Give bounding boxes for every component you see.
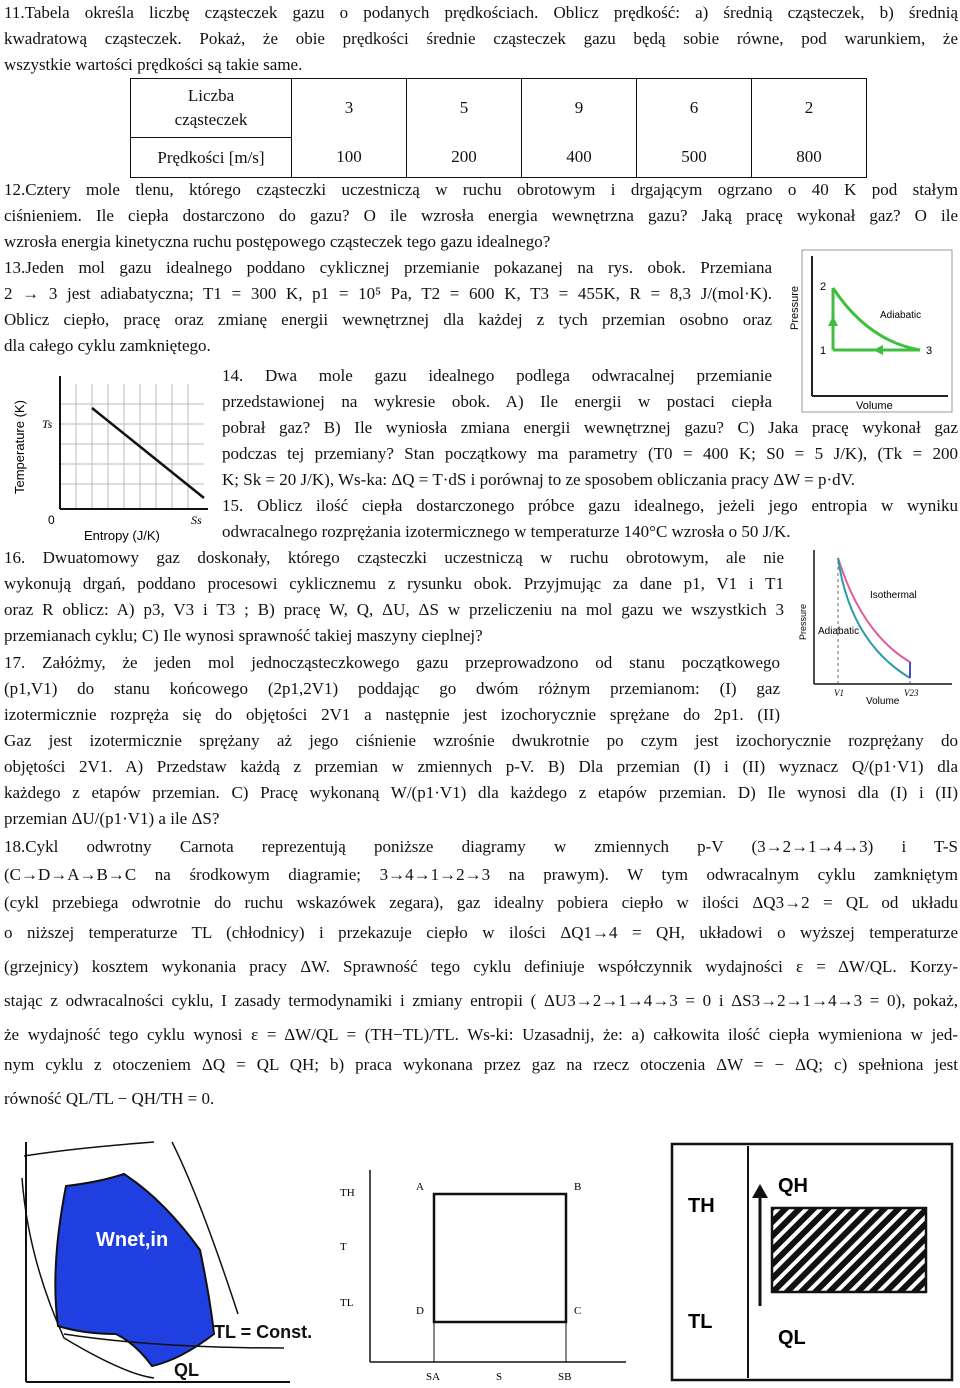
axis-label-x: Entropy (J/K) bbox=[84, 528, 160, 543]
point-d: D bbox=[416, 1305, 424, 1317]
t-label: T bbox=[340, 1241, 347, 1253]
axis-label-y: Pressure bbox=[798, 603, 808, 640]
p16-line-2: wykonują drgań, poddano procesowi cyklicznemu z rysunku obok. Przyjmując za dane p1, V1 i T1 bbox=[4, 574, 784, 593]
axis-label-x: Volume bbox=[866, 696, 900, 707]
figure-carnot-region bbox=[4, 1138, 313, 1386]
p18-line-7: że wydajność tego cyklu wynosi ε = ΔW/QL = (TH−TL)/TL. Ws-ki: Uzasadnij, że: a) całkowita ilość ciepła wymieniona w jed- bbox=[4, 1025, 958, 1044]
problem-12-text bbox=[4, 177, 958, 255]
qh-label: QH bbox=[778, 1175, 808, 1197]
adiabatic-curve bbox=[838, 558, 910, 678]
p18-line-5: (grzejnicy) kosztem wykonania pracy ΔW. Sprawność tego cyklu definiuje współczynnik wydajności ε = ΔW/QL. Korzy- bbox=[4, 957, 958, 976]
point-label: 1 bbox=[820, 345, 827, 357]
point-label: 2 bbox=[820, 281, 827, 293]
table-cell: 100 bbox=[292, 138, 407, 178]
sa-label: SA bbox=[426, 1371, 441, 1383]
table-cell: 6 bbox=[637, 79, 752, 138]
adiabatic-label: Adiabatic bbox=[818, 626, 860, 637]
tl-label: TL bbox=[688, 1311, 713, 1333]
table-cell: 3 bbox=[292, 79, 407, 138]
p11-line-3: wszystkie wartości prędkości są takie same. bbox=[4, 55, 303, 74]
speed-table bbox=[130, 78, 867, 178]
problem-17-text bbox=[4, 650, 780, 728]
p12-line-3: wzrosła energia kinetyczna ruchu postępowego cząsteczek tego gazu idealnego? bbox=[4, 232, 551, 251]
label-part: cząsteczek bbox=[174, 110, 248, 129]
point-c: C bbox=[574, 1305, 582, 1317]
table-cell: 2 bbox=[752, 79, 867, 138]
figure-16-pv-diagram bbox=[794, 544, 956, 708]
figure-heat-pump bbox=[668, 1138, 958, 1386]
problem-17-text-cont bbox=[4, 728, 958, 832]
p18-line-4: o niższej temperaturze TL (chłodnicy) i przekazuje ciepło w ilości ΔQ1→4 = QH, układowi o wyższej temperaturze bbox=[4, 923, 958, 942]
figure-carnot-ts bbox=[330, 1166, 630, 1388]
p18-line-1: 18.Cykl odwrotny Carnota reprezentują poniższe diagramy w zmiennych p-V (3→2→1→4→3) i T-S bbox=[4, 837, 958, 856]
p17-line-3: izotermicznie rozpręża się do objętości 2V1 a następnie jest izochorycznie sprężane do 2p1. (II) bbox=[4, 705, 780, 724]
table-cell: 200 bbox=[407, 138, 522, 178]
tl-label: TL = Const. bbox=[214, 1322, 313, 1342]
figure-13-pv-diagram bbox=[788, 246, 954, 414]
p18-line-6: stając z odwracalności cyklu, I zasady termodynamiki i zmiany entropii ( ΔU3→2→1→4→3 = 0 i ΔS3→2→1→4→3 = 0), pokaż, bbox=[4, 991, 958, 1010]
arrow-up-icon bbox=[752, 1184, 768, 1198]
p16-line-4: przemianach cyklu; C) Ile wynosi sprawność takiej maszyny cieplnej? bbox=[4, 626, 483, 645]
point-a: A bbox=[416, 1181, 424, 1193]
p17-line-4: Gaz jest izotermicznie sprężany aż jego ciśnienie wzrośnie dwukrotnie po czym jest izochorycznie rozprężany do bbox=[4, 731, 958, 750]
tl-label: TL bbox=[340, 1297, 354, 1309]
figure-14-ts-diagram bbox=[4, 364, 218, 544]
p18-line-2: (C→D→A→B→C na środkowym diagramie; 3→4→1→2→3 na prawym). W tym odwracalnym cyklu zamkniętym bbox=[4, 865, 958, 884]
p17-line-7: przemian ΔU/(p1·V1) a ile ΔS? bbox=[4, 809, 220, 828]
problem-16-text bbox=[4, 545, 784, 649]
cycle-rectangle bbox=[434, 1194, 566, 1322]
p17-line-1: 17. Załóżmy, że jeden mol jednocząsteczkowego gazu przeprowadzono od stanu początkowego bbox=[4, 653, 780, 672]
isotherm-top bbox=[24, 1142, 154, 1156]
origin-label: 0 bbox=[48, 513, 55, 527]
t-label: Ts bbox=[42, 417, 53, 431]
p12-line-2: ciśnieniem. Ile ciepła dostarczono do gazu? O ile wzrosła energia wewnętrzna gazu? Jaką pracę wykonał gaz? O ile bbox=[4, 206, 958, 225]
p18-line-8: nym cyklu z otoczeniem ΔQ = QL QH; b) praca wykonana przez gaz na rzecz otoczenia ΔW = − ΔQ; c) spełniona jest bbox=[4, 1055, 958, 1074]
net-work-region bbox=[55, 1174, 214, 1366]
v1-label: V1 bbox=[834, 688, 844, 698]
p11-line-2: kwadratową cząsteczek. Pokaż, że obie prędkości średnie cząsteczek gazu będą sobie równe, pod warunkiem, że bbox=[4, 29, 958, 48]
p13-line-3: Oblicz ciepło, pracę oraz zmianę energii wewnętrznej dla każdej z tych przemian osobno oraz bbox=[4, 310, 772, 329]
table-cell: 400 bbox=[522, 138, 637, 178]
problem-11-text bbox=[4, 0, 958, 78]
sb-label: SB bbox=[558, 1371, 572, 1383]
row-label-count bbox=[131, 79, 292, 138]
table-cell: 800 bbox=[752, 138, 867, 178]
p15-line-2: odwracalnego rozprężania izotermicznego w temperaturze 140°C wzrosła o 50 J/K. bbox=[222, 522, 791, 541]
p17-line-6: każdego z etapów przemian. C) Pracę wykonaną W/(p1·V1) dla każdego z etapów przemian. D) Ile wynosi dla (I) i (II) bbox=[4, 783, 958, 802]
p14-line-1: 14. Dwa mole gazu idealnego podlega odwracalnej przemianie bbox=[222, 366, 772, 385]
curve-label: Adiabatic bbox=[880, 310, 922, 321]
table-cell: 500 bbox=[637, 138, 752, 178]
p12-line-1: 12.Cztery mole tlenu, którego cząsteczki uczestniczą w ruchu obrotowym i drgającym ogrzano o 40 K pod stałym bbox=[4, 180, 958, 199]
label-part: Liczba bbox=[187, 86, 235, 105]
work-label: Wnet,in bbox=[96, 1229, 169, 1251]
problem-18-text bbox=[4, 834, 958, 1112]
p13-line-4: dla całego cyklu zamkniętego. bbox=[4, 336, 211, 355]
p13-line-1: 13.Jeden mol gazu idealnego poddano cyklicznej przemianie pokazanej na rys. obok. Przemiana bbox=[4, 258, 772, 277]
th-label: TH bbox=[688, 1195, 715, 1217]
problem-14-text bbox=[222, 363, 772, 415]
p17-line-5: objętości 2V1. A) Przedstaw każdą z przemian w zmiennych p-V. B) Dla przemian (I) i (II) wyznacz Q/(p1·V1) dla bbox=[4, 757, 958, 776]
problem-14-text-cont bbox=[222, 415, 958, 493]
isothermal-label: Isothermal bbox=[870, 590, 917, 601]
ql-label: QL bbox=[174, 1360, 199, 1380]
row-label-speed: Prędkości [m/s] bbox=[131, 138, 292, 178]
p14-line-5: K; Sk = 20 J/K), Ws-ka: ΔQ = T·dS i porównaj to ze sposobem obliczania pracy ΔW = p·dV. bbox=[222, 470, 855, 489]
point-label: 3 bbox=[926, 345, 933, 357]
p11-line-1: 11.Tabela określa liczbę cząsteczek gazu o podanych prędkościach. Oblicz prędkość: a) średnią cząsteczek, b) średnią bbox=[4, 3, 958, 22]
v23-label: V23 bbox=[904, 688, 919, 698]
point-b: B bbox=[574, 1181, 582, 1193]
table-cell: 9 bbox=[522, 79, 637, 138]
s-label: Ss bbox=[191, 513, 202, 527]
p18-line-3: (cykl przebiega odwrotnie do ruchu wskazówek zegara), gaz idealny pobiera ciepło w ilości ΔQ3→2 = QL od układu bbox=[4, 893, 958, 912]
th-label: TH bbox=[340, 1187, 355, 1199]
p18-line-9: równość QL/TL − QH/TH = 0. bbox=[4, 1089, 215, 1108]
p17-line-2: (p1,V1) do stanu końcowego (2p1,2V1) poddając go dwóm różnym przemianom: (I) gaz bbox=[4, 679, 780, 698]
figure-frame bbox=[802, 250, 952, 412]
axis-label-y: Pressure bbox=[789, 285, 801, 330]
p16-line-3: oraz R oblicz: A) p3, V3 i T3 ; B) pracę W, Q, ΔU, ΔS w przeliczeniu na mol gazu we wszystkich 3 bbox=[4, 600, 784, 619]
table-cell: 5 bbox=[407, 79, 522, 138]
axis-label-x: Volume bbox=[856, 400, 893, 412]
p13-line-2: 2 → 3 jest adiabatyczna; T1 = 300 K, p1 = 10⁵ Pa, T2 = 600 K, T3 = 455K, R = 8,3 J/(mol·K). bbox=[4, 284, 772, 303]
axis-label-y: Temperature (K) bbox=[12, 400, 27, 494]
grid bbox=[60, 384, 204, 509]
table-row bbox=[131, 138, 867, 178]
s-label: S bbox=[496, 1371, 503, 1383]
problem-13-text bbox=[4, 255, 772, 359]
problem-15-text bbox=[222, 493, 958, 545]
ql-label: QL bbox=[778, 1327, 806, 1349]
table-row bbox=[131, 79, 867, 138]
p14-line-4: podczas tej przemiany? Stan początkowy ma parametry (T0 = 400 K; S0 = 5 J/K), (Tk = 200 bbox=[222, 444, 958, 463]
p16-line-1: 16. Dwuatomowy gaz doskonały, którego cząsteczki uczestniczą w ruchu obrotowym, ale nie bbox=[4, 548, 784, 567]
p14-line-3: pobrał gaz? B) Ile wyniosła zmiana energii wewnętrznej gazu? C) Jaka pracę wykonał gaz bbox=[222, 418, 958, 437]
p14-line-2: przedstawionej na wykresie obok. A) Ile energii w postaci ciepła bbox=[222, 392, 772, 411]
working-body bbox=[772, 1208, 926, 1292]
p15-line-1: 15. Oblicz ilość ciepła dostarczonego próbce gazu idealnego, jeżeli jego entropia w wyniku bbox=[222, 496, 958, 515]
